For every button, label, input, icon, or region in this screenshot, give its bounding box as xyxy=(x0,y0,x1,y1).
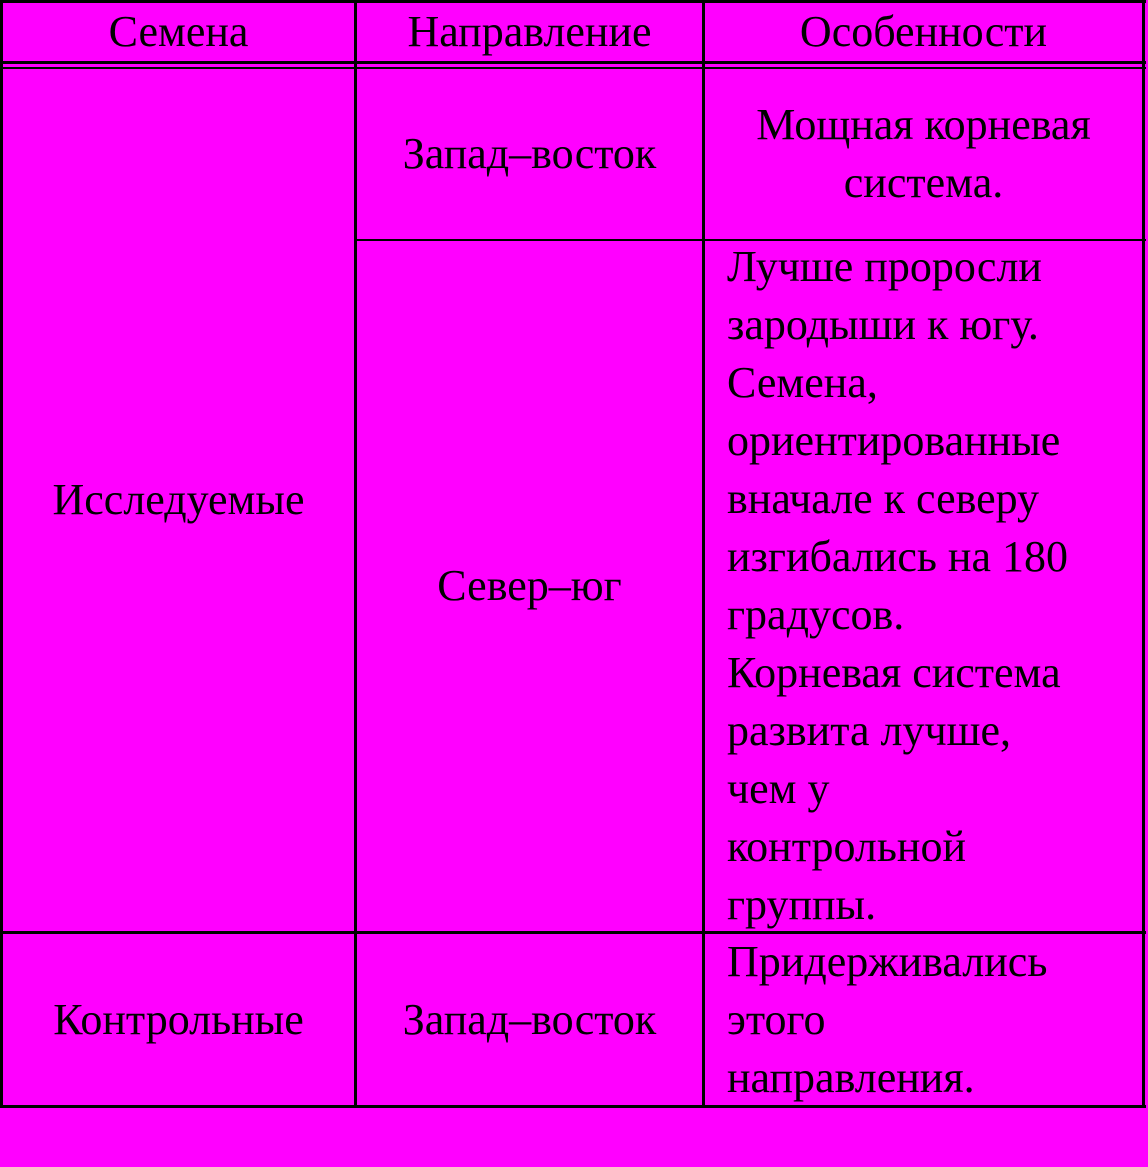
features-north-south-line: ориентированные xyxy=(727,416,1061,465)
features-north-south-line: Корневая система xyxy=(727,648,1061,697)
features-north-south-line: группы. xyxy=(727,880,877,929)
features-control-line: Придерживались xyxy=(727,936,1048,986)
direction-north-south: Север–юг xyxy=(437,561,622,610)
features-north-south-line: контрольной xyxy=(727,822,966,871)
header-seeds: Семена xyxy=(108,7,249,56)
features-north-south-line: Семена, xyxy=(727,358,878,407)
row-label-control: Контрольные xyxy=(53,994,304,1044)
features-west-east-line: система. xyxy=(843,158,1004,207)
features-west-east-line: Мощная корневая xyxy=(756,100,1091,149)
features-north-south-line: зародыши к югу. xyxy=(727,300,1039,349)
header-direction: Направление xyxy=(407,7,652,56)
row-label-studied: Исследуемые xyxy=(52,475,305,524)
features-west-east xyxy=(705,69,1142,239)
header-features: Особенности xyxy=(799,7,1048,56)
features-control-line: этого xyxy=(727,994,826,1044)
features-north-south-line: градусов. xyxy=(727,590,905,639)
features-north-south-line: Лучше проросли xyxy=(727,242,1042,291)
features-north-south xyxy=(705,241,1142,931)
features-north-south-line: вначале к северу xyxy=(727,474,1040,523)
border-right xyxy=(1142,0,1145,1108)
direction-control: Запад–восток xyxy=(402,994,657,1044)
direction-west-east: Запад–восток xyxy=(402,129,657,178)
features-north-south-line: изгибались на 180 xyxy=(727,532,1068,581)
features-north-south-line: чем у xyxy=(727,764,830,813)
header-divider-upper xyxy=(0,61,1146,64)
features-north-south-line: развита лучше, xyxy=(727,706,1012,755)
features-control-line: направления. xyxy=(727,1052,975,1102)
features-control xyxy=(705,934,1142,1105)
